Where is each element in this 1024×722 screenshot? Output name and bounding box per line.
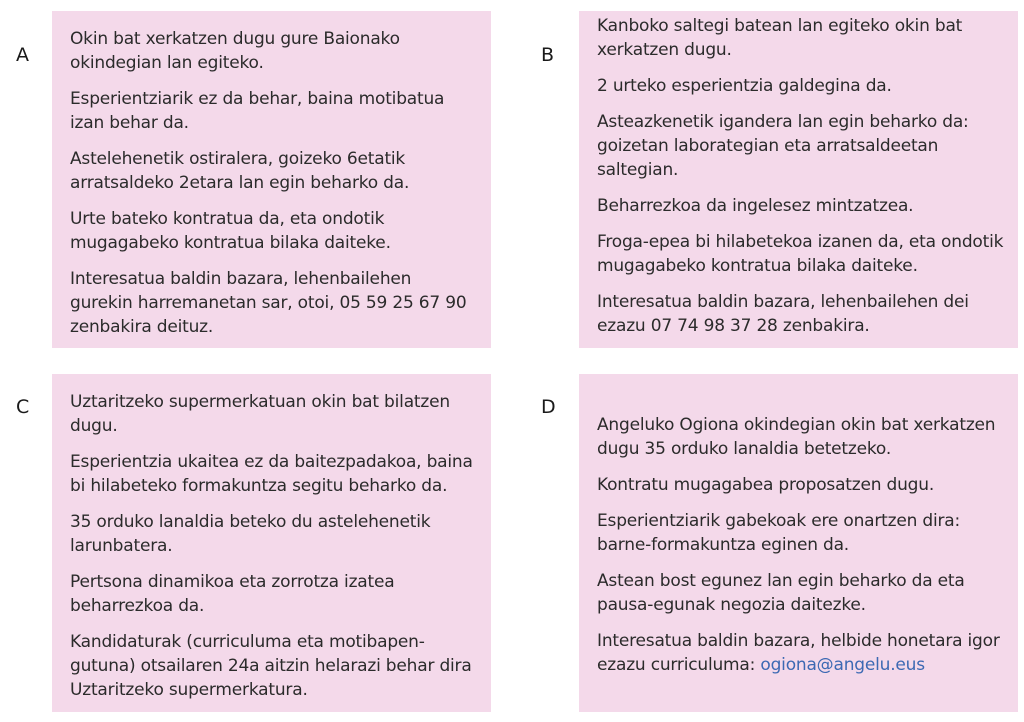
ad-b-paragraph: Kanboko saltegi batean lan egiteko okin bat xerkatzen dugu.	[597, 16, 963, 60]
ad-letter-c: C	[16, 396, 30, 418]
ad-c-paragraph: Pertsona dinamikoa eta zorrotza izatea beharrezkoa da.	[70, 572, 395, 616]
ad-b-paragraph: Beharrezkoa da ingelesez mintzatzea.	[597, 196, 914, 216]
ad-letter-b: B	[541, 44, 555, 66]
ad-a-paragraph: Astelehenetik ostiralera, goizeko 6etatik arratsaldeko 2etara lan egin beharko da.	[70, 149, 410, 193]
ad-d-paragraph: Esperientziarik gabekoak ere onartzen dira: barne-formakuntza eginen da.	[597, 511, 961, 555]
ad-card-a	[52, 11, 491, 348]
ad-letter-a: A	[16, 44, 29, 66]
ad-c-paragraph: Esperientzia ukaitea ez da baitezpadakoa, baina bi hilabeteko formakuntza segitu beharko da.	[70, 452, 473, 496]
ad-card-b	[579, 11, 1018, 348]
ad-a-paragraph: Esperientziarik ez da behar, baina motibatua izan behar da.	[70, 89, 445, 133]
ad-d-paragraph-contact	[597, 629, 1004, 677]
ad-letter-d: D	[541, 396, 556, 418]
ad-card-c	[52, 374, 491, 712]
ad-b-paragraph: Interesatua baldin bazara, lehenbailehen dei ezazu 07 74 98 37 28 zenbakira.	[597, 292, 969, 336]
ad-b-paragraph: Froga-epea bi hilabetekoa izanen da, eta ondotik mugagabeko kontratua bilaka daiteke.	[597, 232, 1004, 276]
ad-b-paragraph: Asteazkenetik igandera lan egin beharko da: goizetan laborategian eta arratsaldeetan saltegian.	[597, 112, 969, 180]
ad-a-paragraph: Urte bateko kontratua da, eta ondotik mugagabeko kontratua bilaka daiteke.	[70, 209, 391, 253]
ad-d-contact-text: Interesatua baldin bazara, helbide honetara igor ezazu curriculuma:	[597, 631, 1000, 675]
ad-c-paragraph: 35 orduko lanaldia beteko du astelehenetik larunbatera.	[70, 512, 431, 556]
ad-card-d	[579, 374, 1018, 712]
ad-c-paragraph: Kandidaturak (curriculuma eta motibapen-gutuna) otsailaren 24a aitzin helarazi behar dira Uztaritzeko supermerkatura.	[70, 632, 472, 700]
ad-b-paragraph: 2 urteko esperientzia galdegina da.	[597, 76, 892, 96]
ad-a-paragraph: Interesatua baldin bazara, lehenbailehen gurekin harremanetan sar, otoi, 05 59 25 67 90 zenbakira deituz.	[70, 269, 467, 337]
ad-d-paragraph: Angeluko Ogiona okindegian okin bat xerkatzen dugu 35 orduko lanaldia betetzeko.	[597, 415, 996, 459]
email-link[interactable]: ogiona@angelu.eus	[760, 655, 925, 675]
ad-d-paragraph: Astean bost egunez lan egin beharko da eta pausa-egunak negozia daitezke.	[597, 571, 965, 615]
ad-d-paragraph: Kontratu mugagabea proposatzen dugu.	[597, 475, 935, 495]
ad-c-paragraph: Uztaritzeko supermerkatuan okin bat bilatzen dugu.	[70, 392, 450, 436]
ad-a-paragraph: Okin bat xerkatzen dugu gure Baionako okindegian lan egiteko.	[70, 29, 400, 73]
